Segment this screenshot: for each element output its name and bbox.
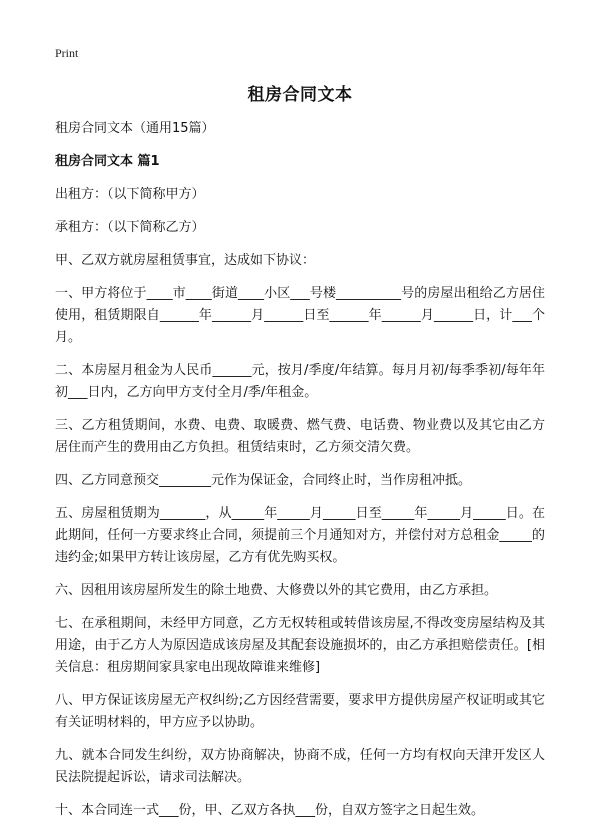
document-subtitle: 租房合同文本（通用15篇） — [55, 121, 215, 136]
clause-2-rent: 二、本房屋月租金为人民币______元，按月/季度/年结算。每月月初/每季季初/每年年初___日内，乙方向甲方支付全月/季/年租金。 — [55, 363, 545, 400]
clause-5-lease-period: 五、房屋租赁期为_______，从_____年_____月_____日至_____年_____月_____日。在此期间，任何一方要求终止合同，须提前三个月通知对方，并偿付对方总租金_____的违约金;如果甲方转让该房屋，乙方有优先购买权。 — [55, 506, 545, 565]
clause-8-property-rights: 八、甲方保证该房屋无产权纠纷;乙方因经营需要，要求甲方提供房屋产权证明或其它有关证明材料的，甲方应予以协助。 — [55, 693, 545, 730]
clause-4-deposit: 四、乙方同意预交________元作为保证金，合同终止时，当作房租冲抵。 — [55, 473, 472, 488]
paragraph-lessor: 出租方：（以下简称甲方） — [55, 187, 205, 202]
paragraph-agreement-intro: 甲、乙双方就房屋租赁事宜，达成如下协议： — [55, 253, 316, 268]
document-title: 租房合同文本 — [247, 85, 353, 105]
paragraph-lessee: 承租方：（以下简称乙方） — [55, 220, 205, 235]
section-heading: 租房合同文本 篇1 — [55, 154, 160, 169]
document-body — [55, 118, 545, 833]
clause-1-location-term: 一、甲方将位于____市____街道____小区___号楼__________号的房屋出租给乙方居住使用，租赁期限自______年______月______日至______年______月______日，计___个月。 — [55, 286, 545, 345]
clause-3-utilities: 三、乙方租赁期间，水费、电费、取暖费、燃气费、电话费、物业费以及其它由乙方居住而产生的费用由乙方负担。租赁结束时，乙方须交清欠费。 — [55, 418, 545, 455]
clause-9-disputes: 九、就本合同发生纠纷，双方协商解决，协商不成，任何一方均有权向天津开发区人民法院提起诉讼，请求司法解决。 — [55, 748, 545, 785]
clause-6-other-costs: 六、因租用该房屋所发生的除土地费、大修费以外的其它费用，由乙方承担。 — [55, 583, 498, 598]
print-link[interactable]: Print — [55, 46, 79, 60]
clause-10-copies: 十、本合同连一式___份，甲、乙双方各执___份，自双方签字之日起生效。 — [55, 803, 485, 818]
clause-7-subletting: 七、在承租期间，未经甲方同意，乙方无权转租或转借该房屋,不得改变房屋结构及其用途，由于乙方人为原因造成该房屋及其配套设施损坏的，由乙方承担赔偿责任。[相关信息：租房期间家具家电出现故障谁来维修] — [55, 616, 545, 675]
